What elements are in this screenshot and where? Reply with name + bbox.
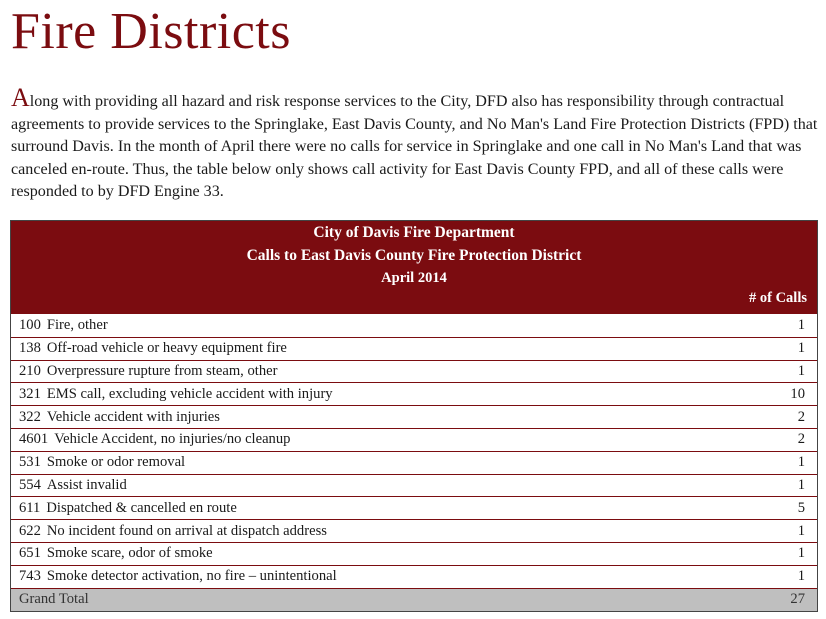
row-desc: Assist invalid	[46, 476, 127, 493]
row-description	[19, 545, 213, 562]
row-code: 743	[19, 568, 41, 585]
table-row	[11, 519, 817, 542]
table-row	[11, 474, 817, 497]
table-row	[11, 382, 817, 405]
row-calls: 1	[797, 454, 805, 471]
row-desc: Vehicle Accident, no injuries/no cleanup	[54, 431, 291, 448]
row-code: 622	[19, 522, 41, 539]
grand-total-value: 27	[790, 591, 805, 608]
row-description	[19, 500, 237, 517]
row-desc: Overpressure rupture from steam, other	[46, 362, 278, 379]
table-header-period: April 2014	[381, 270, 447, 286]
table-body	[11, 314, 817, 588]
row-calls: 1	[797, 476, 805, 493]
row-desc: Smoke or odor removal	[46, 454, 186, 471]
intro-dropcap: A	[11, 83, 30, 112]
row-code: 210	[19, 362, 41, 379]
table-header-department: City of Davis Fire Department	[313, 224, 515, 241]
row-code: 4601	[19, 431, 49, 448]
row-calls: 1	[797, 545, 805, 562]
page-title: Fire Districts	[11, 3, 291, 60]
table-row	[11, 314, 817, 337]
row-calls: 5	[797, 499, 805, 516]
grand-total-row	[11, 588, 817, 611]
table-row	[11, 428, 817, 451]
row-description	[19, 409, 220, 426]
row-desc: Smoke detector activation, no fire – unintentional	[46, 568, 337, 585]
row-calls: 1	[797, 568, 805, 585]
row-calls: 2	[797, 408, 805, 425]
row-description	[19, 454, 185, 471]
row-description	[19, 431, 290, 448]
table-row	[11, 565, 817, 588]
table-row	[11, 337, 817, 360]
row-desc: Off-road vehicle or heavy equipment fire	[46, 340, 287, 357]
row-desc: Dispatched & cancelled en route	[46, 499, 237, 516]
table-row	[11, 405, 817, 428]
row-code: 611	[19, 499, 41, 516]
row-description	[19, 317, 108, 334]
row-calls: 1	[797, 362, 805, 379]
row-code: 138	[19, 340, 41, 357]
row-description	[19, 340, 287, 357]
row-desc: No incident found on arrival at dispatch address	[46, 522, 327, 539]
table-row	[11, 542, 817, 565]
row-code: 322	[19, 408, 41, 425]
row-calls: 10	[790, 385, 805, 402]
row-description	[19, 386, 333, 403]
table-header-district: Calls to East Davis County Fire Protection District	[246, 247, 582, 264]
row-description	[19, 477, 127, 494]
row-desc: EMS call, excluding vehicle accident with injury	[46, 385, 333, 402]
row-code: 554	[19, 476, 41, 493]
row-code: 321	[19, 385, 41, 402]
table-row	[11, 496, 817, 519]
row-calls: 1	[797, 316, 805, 333]
table-row	[11, 451, 817, 474]
row-description	[19, 568, 337, 585]
row-calls: 1	[797, 340, 805, 357]
row-desc: Fire, other	[46, 316, 108, 333]
grand-total-label: Grand Total	[19, 591, 89, 608]
intro-text: long with providing all hazard and risk response services to the City, DFD also has responsibility through contractual agreements to provide services to the Springlake, East Davis County, and No Man's Land Fire Protection Districts (FPD) that surround Davis. In the month of April there were no calls for service in Springlake and one call in No Man's Land that was canceled en-route. Thus, the table below only shows call activity for East Davis County FPD, and all of these calls were responded to by DFD Engine 33.	[11, 93, 818, 201]
row-description	[19, 363, 277, 380]
intro-paragraph	[11, 83, 826, 204]
row-calls: 2	[797, 431, 805, 448]
row-description	[19, 523, 327, 540]
row-desc: Smoke scare, odor of smoke	[46, 545, 213, 562]
table-row	[11, 360, 817, 383]
row-code: 100	[19, 316, 41, 333]
row-code: 531	[19, 454, 41, 471]
row-code: 651	[19, 545, 41, 562]
row-desc: Vehicle accident with injuries	[46, 408, 220, 425]
column-header-calls: # of Calls	[749, 290, 807, 306]
table-header	[11, 221, 817, 314]
row-calls: 1	[797, 522, 805, 539]
calls-table	[10, 220, 818, 612]
